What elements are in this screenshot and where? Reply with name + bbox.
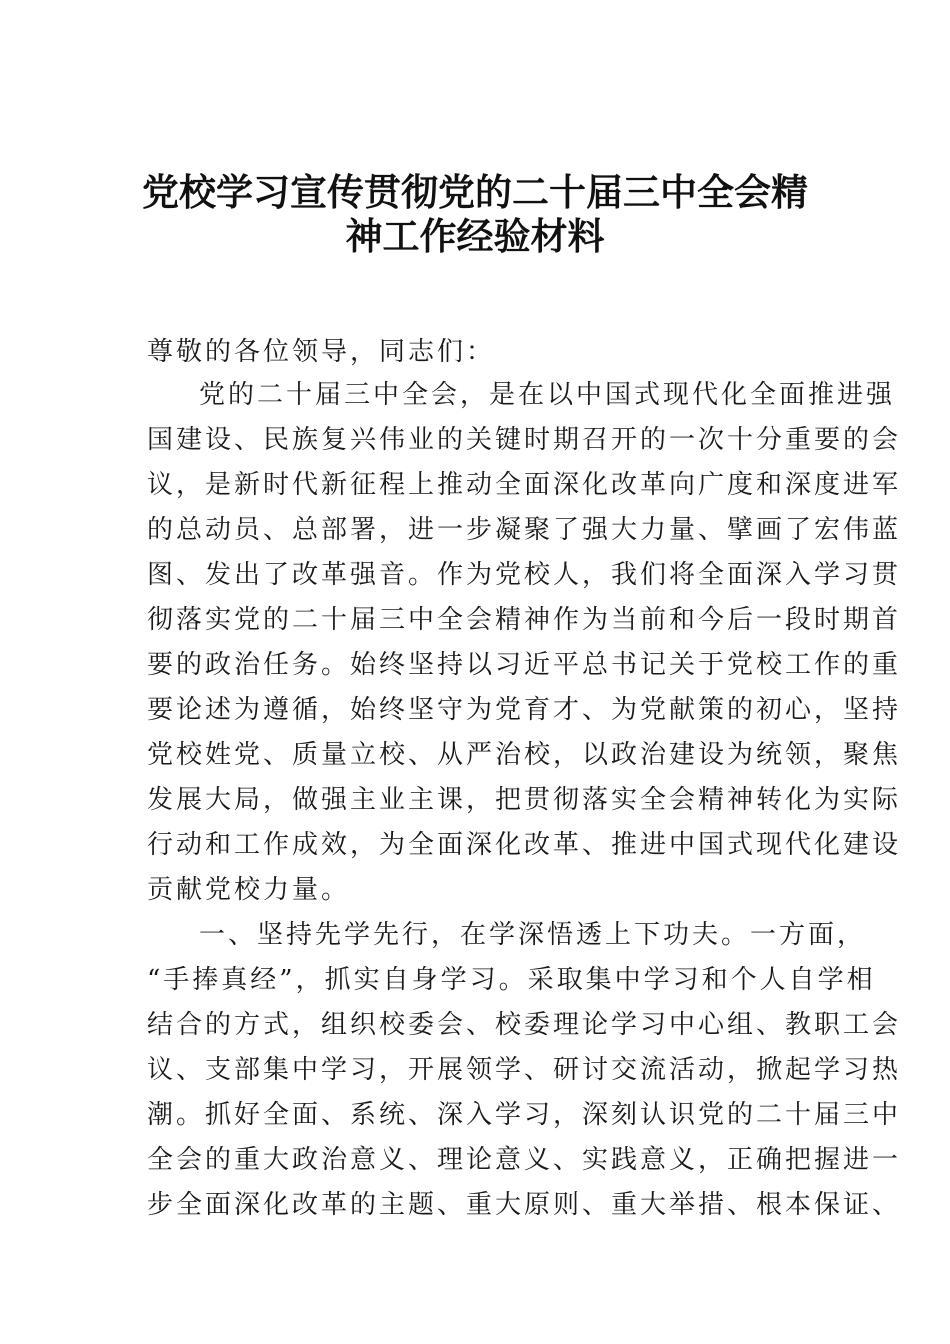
paragraph-line: 的总动员、总部署，进一步凝聚了强大力量、擘画了宏伟蓝 bbox=[147, 515, 902, 545]
paragraph-line: 议，是新时代新征程上推动全面深化改革向广度和深度进军 bbox=[147, 470, 902, 500]
paragraph-line: 党校姓党、质量立校、从严治校，以政治建设为统领，聚焦 bbox=[147, 740, 902, 770]
paragraph-line: 发展大局，做强主业主课，把贯彻落实全会精神转化为实际 bbox=[147, 785, 902, 815]
paragraph-line: 要的政治任务。始终坚持以习近平总书记关于党校工作的重 bbox=[147, 650, 902, 680]
paragraph-line: 贡献党校力量。 bbox=[147, 875, 351, 905]
paragraph-line: 图、发出了改革强音。作为党校人，我们将全面深入学习贯 bbox=[147, 560, 902, 590]
paragraph-line: 全会的重大政治意义、理论意义、实践意义，正确把握进一 bbox=[147, 1145, 902, 1175]
paragraph-line: 结合的方式，组织校委会、校委理论学习中心组、教职工会 bbox=[147, 1010, 902, 1040]
document-title-line-2: 神工作经验材料 bbox=[345, 214, 605, 258]
paragraph-line: 行动和工作成效，为全面深化改革、推进中国式现代化建设 bbox=[147, 830, 902, 860]
paragraph-line: 潮。抓好全面、系统、深入学习，深刻认识党的二十届三中 bbox=[147, 1100, 902, 1130]
section-heading-line: 一、坚持先学先行，在学深悟透上下功夫。一方面， bbox=[199, 920, 867, 950]
paragraph-line: 党的二十届三中全会，是在以中国式现代化全面推进强 bbox=[199, 380, 896, 410]
document-title-line-1: 党校学习宣传贯彻党的二十届三中全会精 bbox=[142, 170, 808, 214]
paragraph-line: 议、支部集中学习，开展领学、研讨交流活动，掀起学习热 bbox=[147, 1055, 902, 1085]
paragraph-line: 国建设、民族复兴伟业的关键时期召开的一次十分重要的会 bbox=[147, 425, 902, 455]
paragraph-line: 步全面深化改革的主题、重大原则、重大举措、根本保证、 bbox=[147, 1190, 902, 1220]
paragraph-line: “手捧真经”，抓实自身学习。采取集中学习和个人自学相 bbox=[147, 965, 876, 995]
salutation: 尊敬的各位领导，同志们： bbox=[147, 337, 496, 367]
paragraph-line: 要论述为遵循，始终坚守为党育才、为党献策的初心，坚持 bbox=[147, 695, 902, 725]
paragraph-line: 彻落实党的二十届三中全会精神作为当前和今后一段时期首 bbox=[147, 605, 902, 635]
